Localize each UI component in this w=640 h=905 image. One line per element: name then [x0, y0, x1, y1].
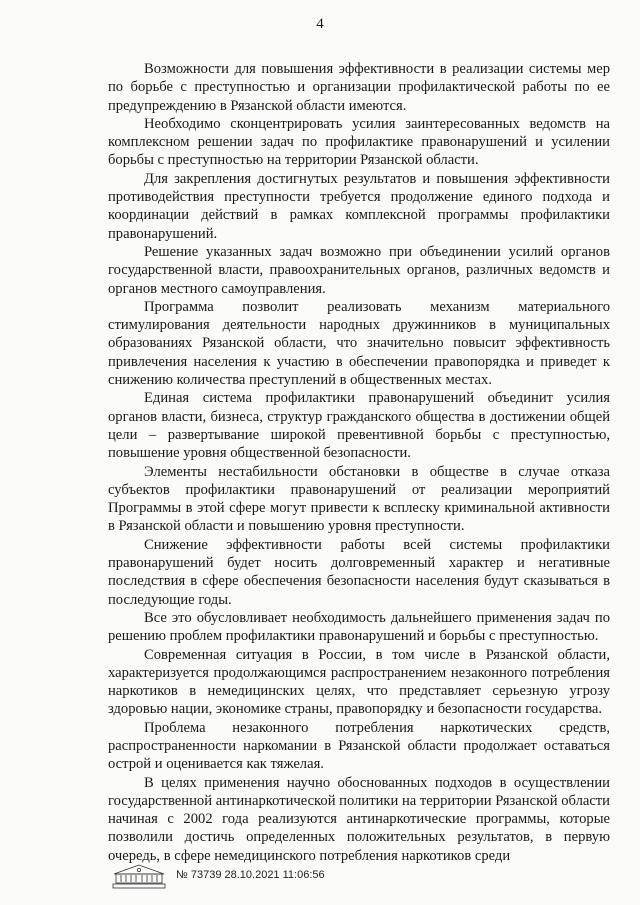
page-number: 4	[316, 16, 324, 32]
government-building-stamp-icon	[110, 860, 168, 890]
paragraph-12: В целях применения научно обоснованных подходов в осуществлении государственной антинаркотической политики на территории Рязанской области начиная с 2002 года реализуются антинаркотические программы, которые позволили достичь определенных положительных результатов, в первую очередь, в сфере немедицинского потребления наркотиков среди	[108, 774, 610, 864]
paragraph-8: Снижение эффективности работы всей системы профилактики правонарушений будет носить долговременный характер и негативные последствия в сфере обеспечения безопасности населения будут сказываться в последующие годы.	[108, 536, 610, 608]
document-footer	[110, 860, 410, 892]
paragraph-3: Для закрепления достигнутых результатов и повышения эффективности противодействия преступности требуется продолжение единого подхода и координации действий в рамках комплексной программы профилактики правонарушений.	[108, 170, 610, 242]
paragraph-1: Возможности для повышения эффективности в реализации системы мер по борьбе с преступностью и организации профилактической работы по ее предупреждению в Рязанской области имеются.	[108, 61, 610, 114]
document-body	[108, 60, 610, 865]
paragraph-4: Решение указанных задач возможно при объединении усилий органов государственной власти, правоохранительных органов, различных ведомств и органов местного самоуправления.	[108, 243, 610, 297]
document-registration-stamp: № 73739 28.10.2021 11:06:56	[176, 869, 325, 881]
paragraph-11: Проблема незаконного потребления наркотических средств, распространенности наркомании в Рязанской области продолжает оставаться острой и оценивается как тяжелая.	[108, 719, 610, 773]
paragraph-6: Единая система профилактики правонарушений объединит усилия органов власти, бизнеса, структур гражданского общества в достижении общей цели – развертывание широкой превентивной борьбы с преступностью, повышение уровня общественной безопасности.	[108, 390, 610, 462]
paragraph-7: Элементы нестабильности обстановки в обществе в случае отказа субъектов профилактики правонарушений от реализации мероприятий Программы в этой сфере могут привести к всплеску криминальной активности в Рязанской области и повышению уровня преступности.	[108, 463, 610, 535]
paragraph-9: Все это обусловливает необходимость дальнейшего применения задач по решению проблем профилактики правонарушений и борьбы с преступностью.	[108, 609, 610, 645]
paragraph-2: Необходимо сконцентрировать усилия заинтересованных ведомств на комплексном решении задач по профилактике правонарушений и усилении борьбы с преступностью на территории Рязанской области.	[108, 115, 610, 169]
paragraph-10: Современная ситуация в России, в том числе в Рязанской области, характеризуется продолжающимся распространением незаконного потребления наркотиков в немедицинских целях, что представляет серьезную угрозу здоровью нации, экономике страны, правопорядку и безопасности государства.	[108, 646, 610, 718]
paragraph-5: Программа позволит реализовать механизм материального стимулирования деятельности народных дружинников в муниципальных образованиях Рязанской области, что значительно повысит эффективность привлечения населения к участию в обеспечении правопорядка и приведет к снижению количества преступлений в общественных местах.	[108, 298, 610, 389]
